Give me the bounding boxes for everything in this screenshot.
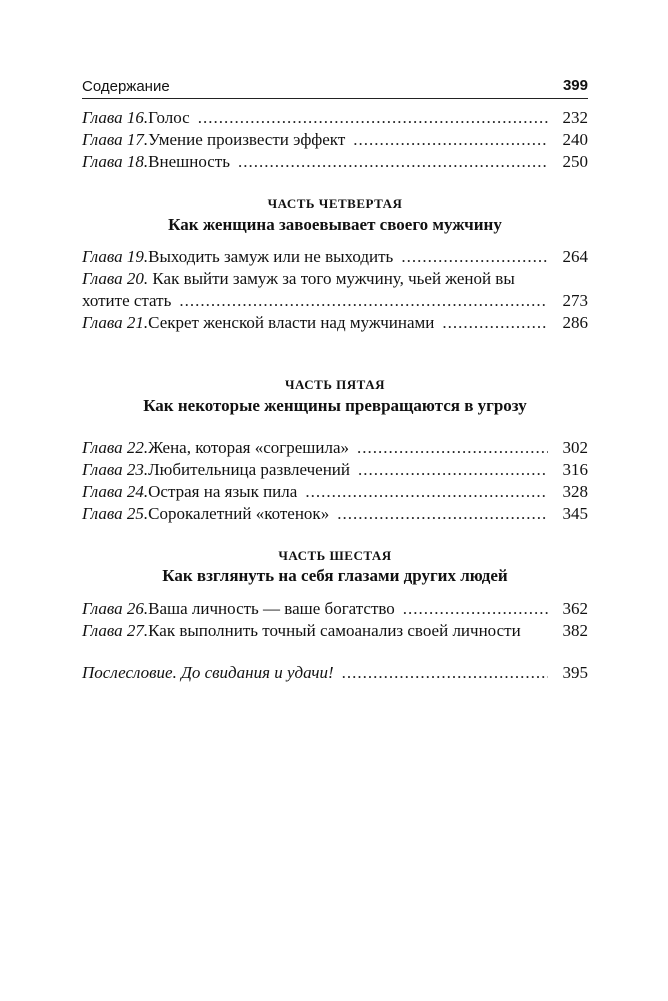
page-ref: 240	[562, 130, 588, 149]
leader-dots	[198, 107, 548, 129]
chapter-label: Глава 25.	[82, 504, 149, 523]
leader-dots	[442, 312, 548, 334]
toc-entry	[82, 151, 588, 173]
chapter-title: Острая на язык пила	[148, 482, 298, 501]
leader-dots	[403, 598, 548, 620]
chapter-label: Глава 24.	[82, 482, 149, 501]
header-title: Содержание	[82, 78, 170, 95]
toc-entry-afterword	[82, 662, 588, 684]
toc-entry	[82, 129, 588, 151]
leader-dots	[337, 503, 548, 525]
chapter-label: Глава 22.	[82, 438, 149, 457]
chapter-label: Глава 26.	[82, 599, 149, 618]
leader-dots	[353, 129, 548, 151]
leader-dots	[401, 246, 548, 268]
page-ref: 362	[562, 599, 588, 618]
toc-entry	[82, 246, 588, 268]
page-ref: 264	[562, 247, 588, 266]
chapter-title: Жена, которая «согрешила»	[148, 438, 349, 457]
leader-dots	[238, 151, 548, 173]
chapter-title: Как выполнить точный самоанализ своей личности	[148, 621, 521, 640]
toc-entry	[82, 107, 588, 129]
chapter-title-cont: хотите стать	[82, 291, 172, 310]
afterword-title: Послесловие. До свидания и удачи!	[82, 663, 334, 682]
leader-dots	[305, 481, 548, 503]
leader-dots	[357, 437, 548, 459]
page-ref: 382	[562, 621, 588, 640]
part-title: Как женщина завоевывает своего мужчину	[168, 215, 502, 234]
chapter-label: Глава 20.	[82, 269, 149, 288]
page-ref: 395	[562, 663, 588, 682]
part-heading: ЧАСТЬ ЧЕТВЕРТАЯ	[267, 196, 403, 211]
chapter-label: Глава 27.	[82, 621, 149, 640]
part-heading: ЧАСТЬ ПЯТАЯ	[285, 377, 385, 392]
chapter-title: Умение произвести эффект	[148, 130, 346, 149]
running-header	[82, 76, 588, 99]
toc-entry	[82, 620, 588, 642]
chapter-title: Голос	[148, 108, 190, 127]
toc-entry	[82, 503, 588, 525]
page-ref: 316	[562, 460, 588, 479]
chapter-title: Выходить замуж или не выходить	[148, 247, 394, 266]
toc-entry-continuation	[82, 290, 588, 312]
page-ref: 345	[562, 504, 588, 523]
toc-entry	[82, 437, 588, 459]
part-title: Как некоторые женщины превращаются в угрозу	[143, 396, 527, 415]
chapter-title: Ваша личность — ваше богатство	[148, 599, 395, 618]
toc-entry	[82, 312, 588, 334]
toc-entry	[82, 598, 588, 620]
chapter-title: Секрет женской власти над мужчинами	[148, 313, 435, 332]
part-title: Как взглянуть на себя глазами других людей	[162, 566, 508, 585]
toc-entry	[82, 459, 588, 481]
toc-entry	[82, 481, 588, 503]
leader-dots	[342, 662, 548, 684]
part-heading: ЧАСТЬ ШЕСТАЯ	[278, 548, 392, 563]
chapter-title: Любительница развлечений	[148, 460, 350, 479]
page-ref: 286	[562, 313, 588, 332]
chapter-title: Как выйти замуж за того мужчину, чьей женой вы	[148, 269, 515, 288]
chapter-label: Глава 18.	[82, 152, 149, 171]
chapter-label: Глава 21.	[82, 313, 149, 332]
chapter-label: Глава 19.	[82, 247, 149, 266]
chapter-title: Сорокалетний «котенок»	[148, 504, 330, 523]
chapter-label: Глава 16.	[82, 108, 149, 127]
leader-dots	[179, 290, 548, 312]
page-ref: 273	[562, 291, 588, 310]
page-ref: 232	[562, 108, 588, 127]
header-page-number: 399	[562, 77, 588, 94]
chapter-label: Глава 17.	[82, 130, 149, 149]
page-ref: 302	[562, 438, 588, 457]
chapter-title: Внешность	[148, 152, 230, 171]
chapter-label: Глава 23.	[82, 460, 149, 479]
toc-entry-first-line	[82, 268, 588, 290]
page-ref: 328	[562, 482, 588, 501]
leader-dots	[358, 459, 548, 481]
page-ref: 250	[562, 152, 588, 171]
